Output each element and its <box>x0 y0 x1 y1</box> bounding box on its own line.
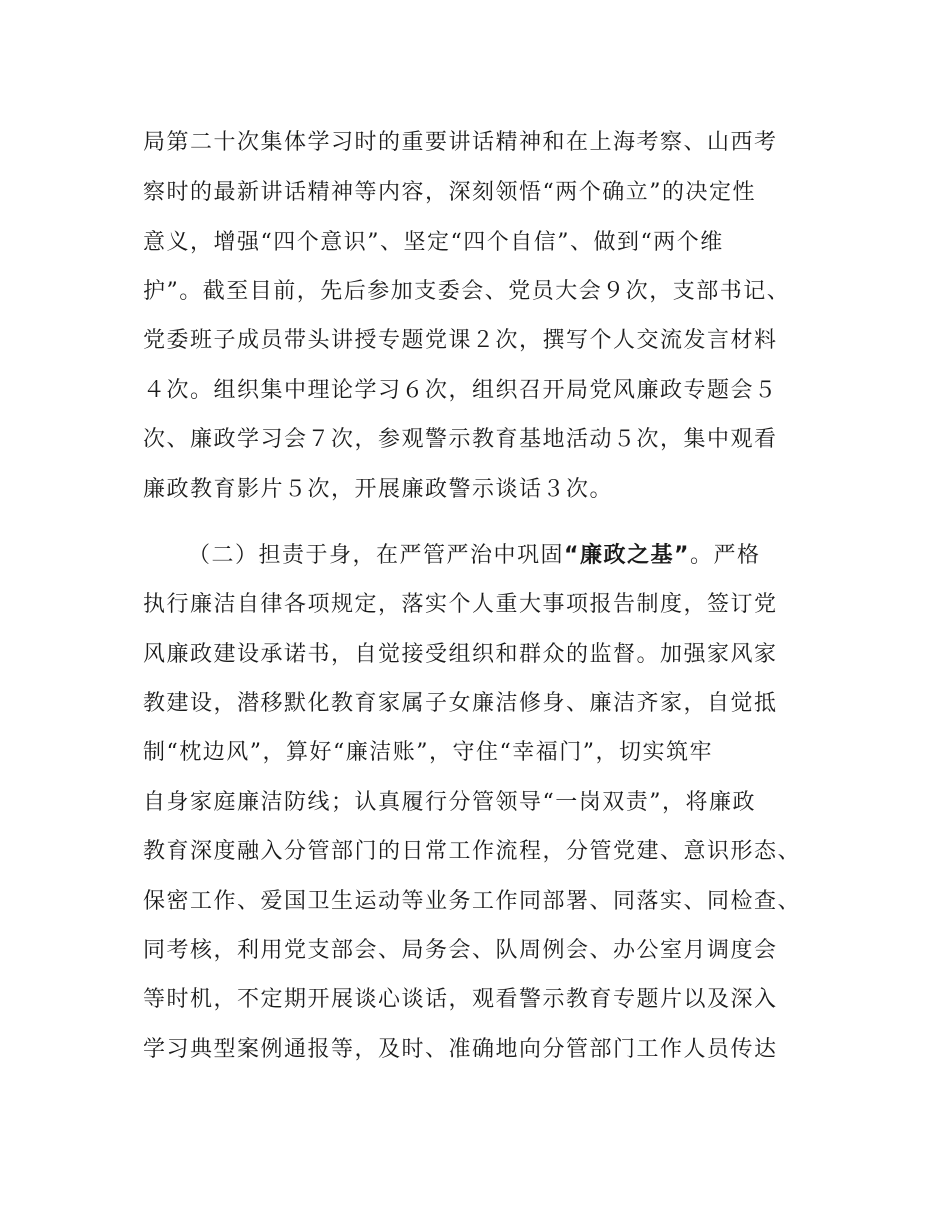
paragraph1-line-3: 意义，增强“四个意识”、坚定“四个自信”、做到“两个维 <box>143 230 724 255</box>
paragraph1-line-4: 护”。截至目前，先后参加支委会、党员大会９次，支部书记、 <box>143 279 791 304</box>
paragraph2-line-7: 教育深度融入分管部门的日常工作流程，分管党建、意识形态、 <box>143 839 802 864</box>
paragraph2-line-3: 风廉政建设承诺书，自觉接受组织和群众的监督。加强家风家 <box>143 642 778 667</box>
paragraph1-line-6: ４次。组织集中理论学习６次，组织召开局党风廉政专题会５ <box>143 378 778 403</box>
paragraph1-line-8: 廉政教育影片５次，开展廉政警示谈话３次。 <box>143 477 614 502</box>
paragraph2-line-9: 同考核，利用党支部会、局务会、队周例会、办公室月调度会 <box>143 938 778 963</box>
paragraph2-line-10: 等时机，不定期开展谈心谈话，观看警示教育专题片以及深入 <box>143 987 778 1012</box>
section-heading-emphasis: “廉政之基” <box>564 543 690 568</box>
paragraph2-line-8: 保密工作、爱国卫生运动等业务工作同部署、同落实、同检查、 <box>143 889 802 914</box>
paragraph1-line-5: 党委班子成员带头讲授专题党课２次，撰写个人交流发言材料 <box>143 328 778 353</box>
paragraph2-line-5: 制“枕边风”，算好“廉洁账”，守住“幸福门”，切实筑牢 <box>143 740 713 765</box>
section-heading-suffix: 。严格 <box>689 543 761 568</box>
paragraph1-line-2: 察时的最新讲话精神等内容，深刻领悟“两个确立”的决定性 <box>143 180 756 205</box>
paragraph2-line-11: 学习典型案例通报等，及时、准确地向分管部门工作人员传达 <box>143 1037 778 1062</box>
paragraph2-line-2: 执行廉洁自律各项规定，落实个人重大事项报告制度，签订党 <box>143 592 778 617</box>
section-heading-prefix: （二）担责于身，在严管严治中巩固 <box>188 543 565 568</box>
paragraph1-line-7: 次、廉政学习会７次，参观警示教育基地活动５次，集中观看 <box>143 427 778 452</box>
paragraph2-line-4: 教建设，潜移默化教育家属子女廉洁修身、廉洁齐家，自觉抵 <box>143 691 778 716</box>
paragraph2-line-6: 自身家庭廉洁防线；认真履行分管领导“一岗双责”，将廉政 <box>143 790 756 815</box>
paragraph1-line-1: 局第二十次集体学习时的重要讲话精神和在上海考察、山西考 <box>143 130 778 155</box>
paragraph2-heading-line <box>188 541 760 571</box>
